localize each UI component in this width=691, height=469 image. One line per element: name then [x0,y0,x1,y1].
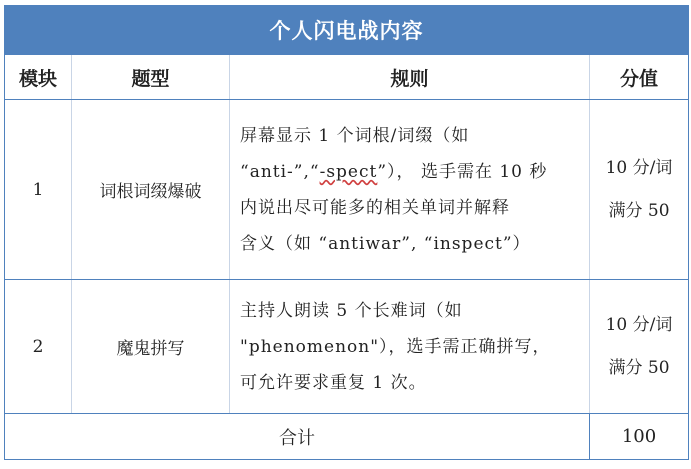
score-max: 满分 50 [608,200,670,221]
total-value: 100 [590,414,689,460]
header-score: 分值 [590,55,689,100]
rule-line [240,154,579,190]
rule-line: 可允许要求重复 1 次。 [240,372,427,393]
row-module-number: 1 [5,100,72,280]
header-row [5,55,689,100]
header-module: 模块 [5,55,72,100]
score-per-word: 10 分/词 [605,157,673,178]
total-row [5,414,689,460]
competition-table [4,5,689,460]
row-rule [230,100,590,280]
spellcheck-underlined-text: -spect [319,161,378,182]
header-rule: 规则 [230,55,590,100]
row-module-number: 2 [5,280,72,414]
rule-text: “anti-”,“ [240,161,320,182]
row-rule [230,280,590,414]
rule-text: ”）， 选手需在 10 秒 [377,161,548,182]
header-type: 题型 [72,55,230,100]
table-title: 个人闪电战内容 [5,6,689,55]
rule-line: 内说出尽可能多的相关单词并解释 [240,197,510,218]
score-per-word: 10 分/词 [605,314,673,335]
rule-line: 含义（如 “antiwar”, “inspect”） [240,233,531,254]
table-row [5,280,689,414]
rule-line: 屏幕显示 1 个词根/词缀（如 [240,125,470,146]
competition-table-container [4,5,688,466]
score-max: 满分 50 [608,357,670,378]
row-score [590,280,689,414]
row-score [590,100,689,280]
title-row [5,6,689,55]
row-type: 词根词缀爆破 [72,100,230,280]
row-type: 魔鬼拼写 [72,280,230,414]
total-label: 合计 [5,414,590,460]
rule-line: 主持人朗读 5 个长难词（如 [240,300,463,321]
rule-line: "phenomenon"），选手需正确拼写， [240,336,551,357]
table-row [5,100,689,280]
